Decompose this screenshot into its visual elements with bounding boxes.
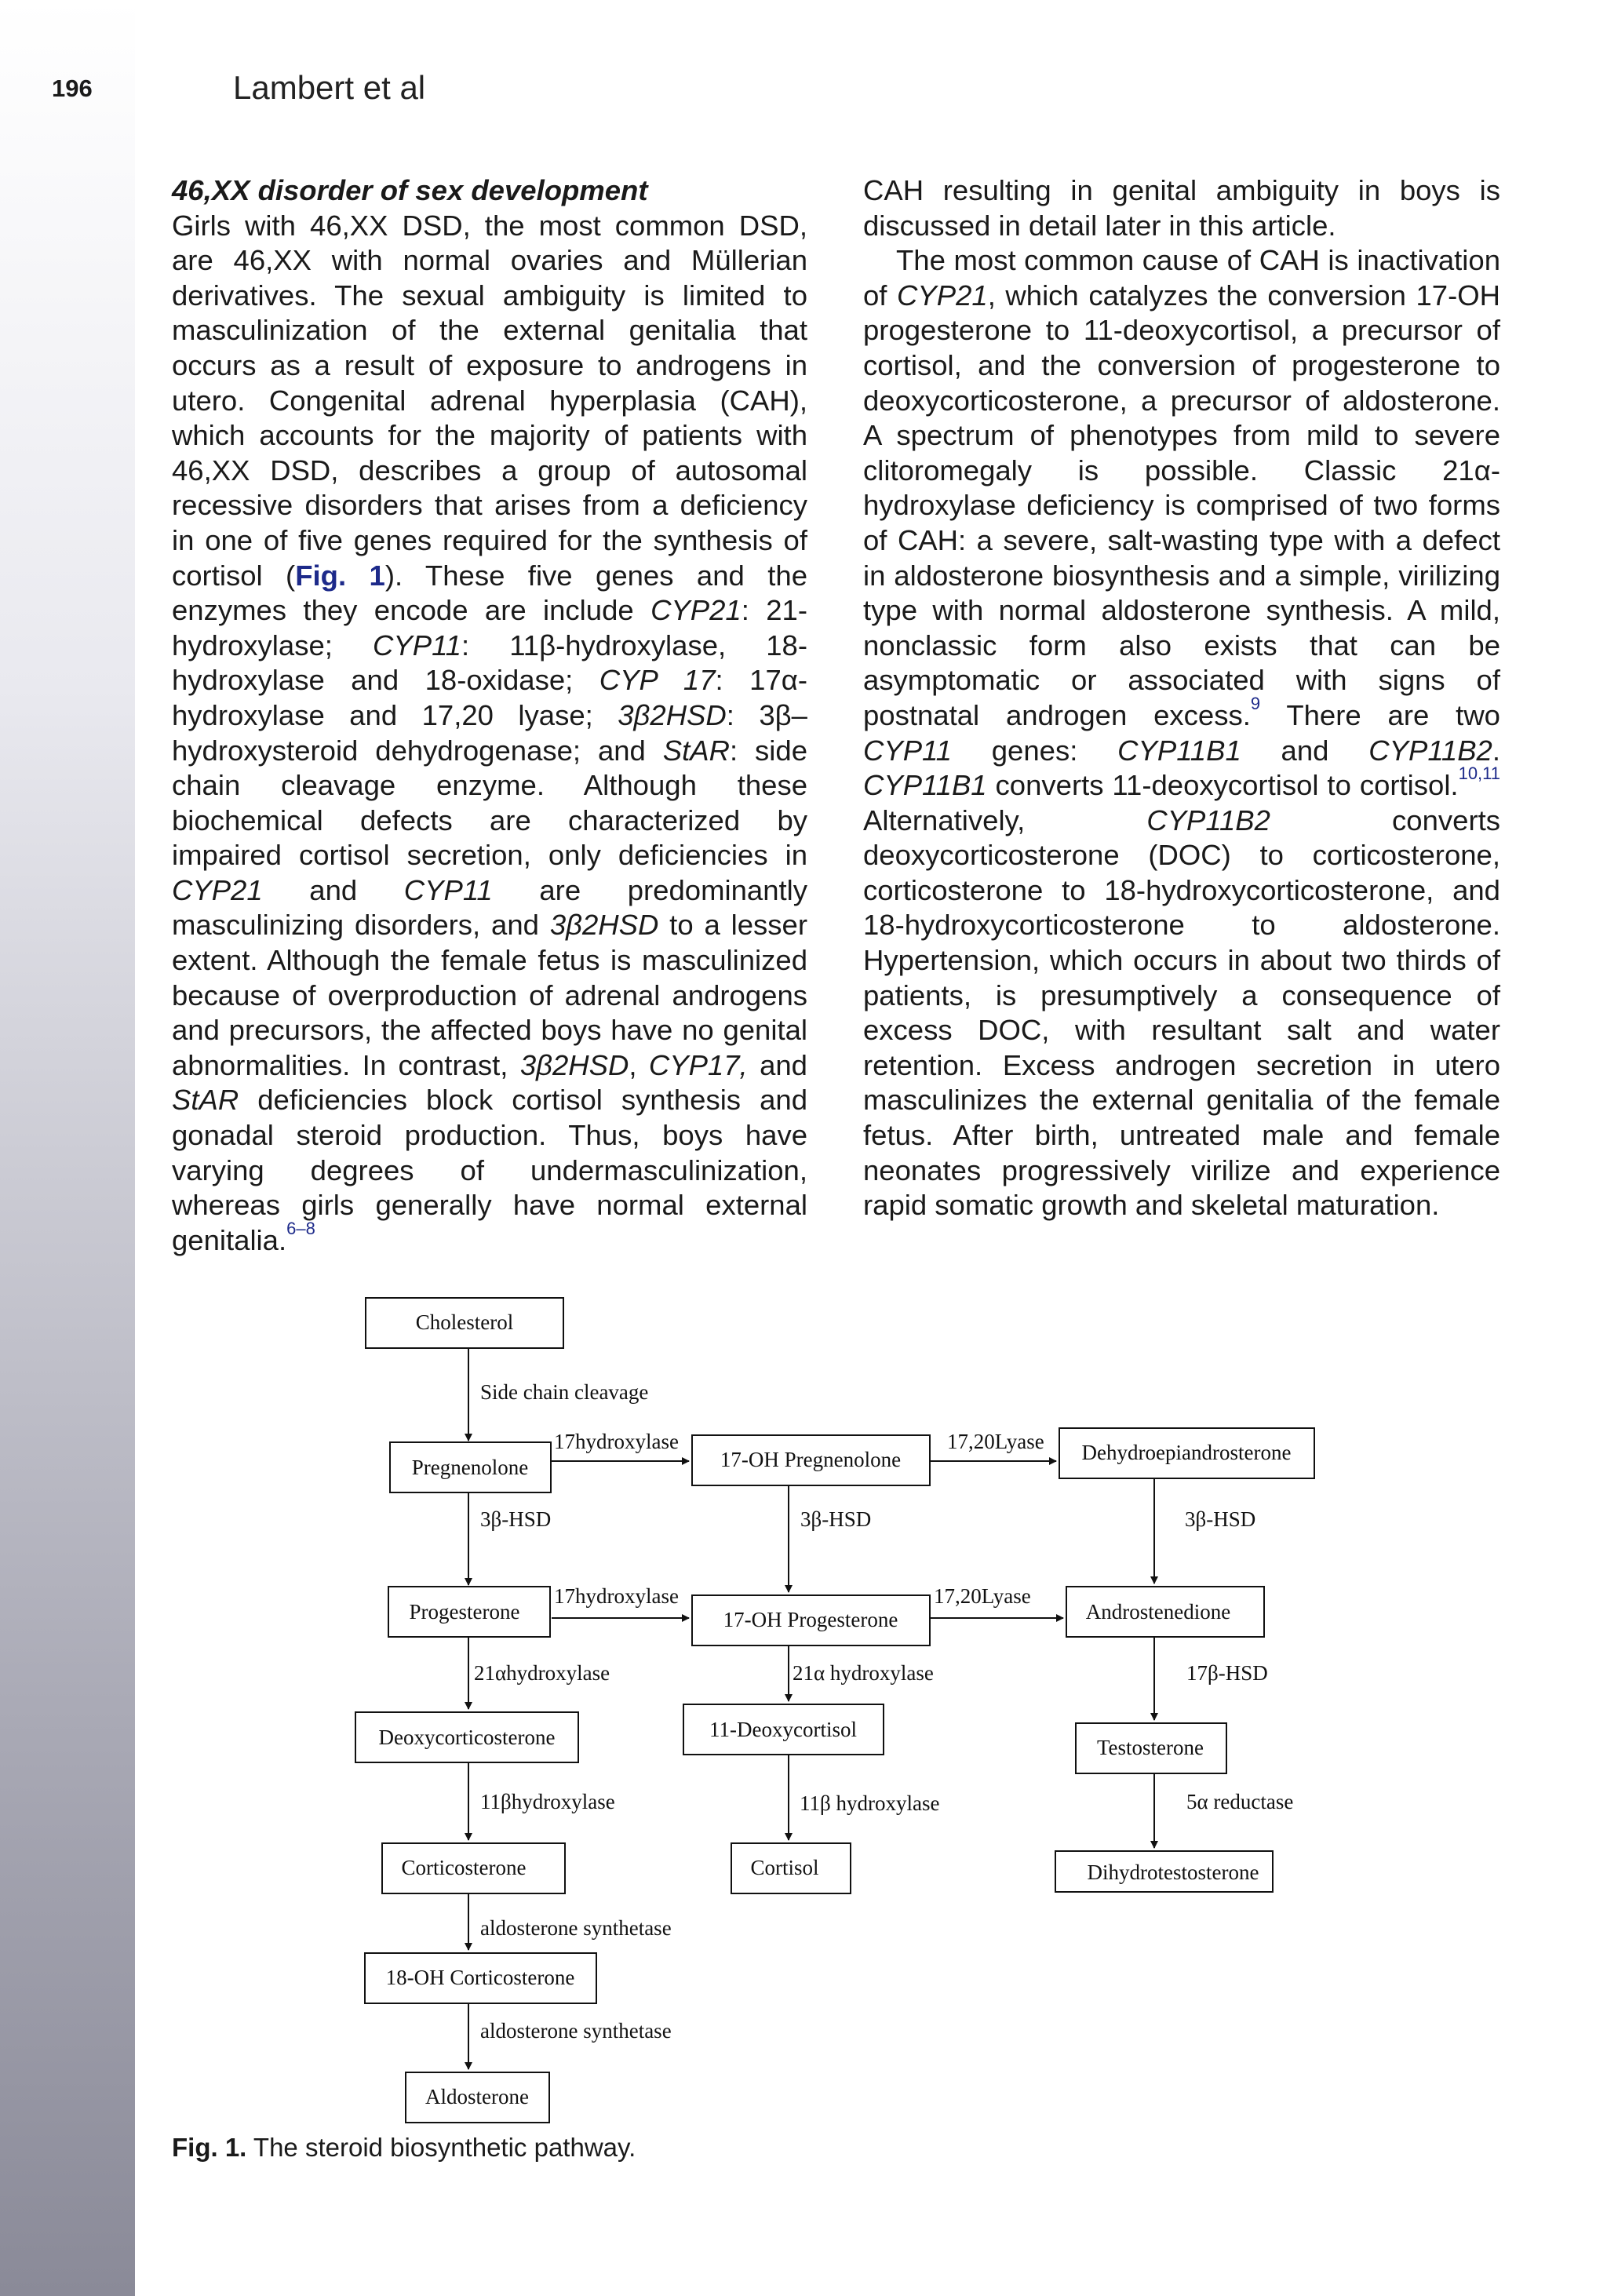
node-label-aldosterone: Aldosterone bbox=[425, 2085, 529, 2108]
node-label-11-deoxycortisol: 11-Deoxycortisol bbox=[709, 1718, 857, 1741]
enzyme-label-3b-hsd: 3β-HSD bbox=[800, 1507, 872, 1531]
page-number: 196 bbox=[52, 75, 93, 102]
enzyme-label-17-20-lyase: 17,20Lyase bbox=[934, 1584, 1031, 1608]
caption-text: The steroid biosynthetic pathway. bbox=[253, 2133, 636, 2162]
node-box-11-deoxycortisol bbox=[683, 1704, 884, 1755]
enzyme-label-3b-hsd: 3β-HSD bbox=[480, 1507, 552, 1531]
node-box-17oh-progesterone bbox=[692, 1595, 930, 1645]
enzyme-label-11b-hydroxylase: 11β hydroxylase bbox=[800, 1791, 940, 1815]
citation-link[interactable]: 6–8 bbox=[286, 1219, 315, 1239]
node-box-testosterone bbox=[1076, 1723, 1226, 1773]
enzyme-label-side-chain-cleavage: Side chain cleavage bbox=[480, 1380, 649, 1404]
node-label-dhea: Dehydroepiandrosterone bbox=[1081, 1441, 1292, 1464]
node-label-corticosterone: Corticosterone bbox=[401, 1856, 527, 1879]
node-label-cholesterol: Cholesterol bbox=[415, 1310, 514, 1334]
node-box-cholesterol bbox=[366, 1298, 563, 1348]
node-label-pregnenolone: Pregnenolone bbox=[411, 1456, 529, 1479]
node-box-androstenedione bbox=[1066, 1587, 1264, 1637]
node-box-deoxycorticosterone bbox=[355, 1712, 578, 1762]
paragraph: Girls with 46,XX DSD, the most common DSD, are 46,XX with normal ovaries and Müllerian derivatives. The sexual ambiguity is limited to masculinization of the external genitalia that occurs as a result of exposure to androgens in utero. Congenital adrenal hyperplasia (CAH), which accounts for the majority of patients with 46,XX DSD, describes a group of autosomal recessive disorders that arises from a deficiency in one of five genes required for the synthesis of cortisol (Fig. 1). These five genes and the enzymes they encode are include CYP21: 21-hydroxylase; CYP11: 11β-hydroxylase, 18-hydroxylase and 18-oxidase; CYP 17: 17α-hydroxylase and 17,20 lyase; 3β2HSD: 3β–hydroxysteroid dehydrogenase; and StAR: side chain cleavage enzyme. Although these biochemical defects are characterized by impaired cortisol secretion, only deficiencies in CYP21 and CYP11 are predominantly masculinizing disorders, and 3β2HSD to a lesser extent. Although the female fetus is masculinized because of overproduction of adrenal androgens and precursors, the affected boys have no genital abnormalities. In contrast, 3β2HSD, CYP17, and StAR deficiencies block cortisol synthesis and gonadal steroid production. Thus, boys have varying degrees of undermasculinization, whereas girls generally have normal external genitalia.$^{6-8}$ bbox=[172, 209, 808, 1256]
citation-link[interactable]: 10,11 bbox=[1458, 764, 1500, 784]
node-label-dihydrotestosterone: Dihydrotestosterone bbox=[1087, 1860, 1259, 1884]
running-head: Lambert et al bbox=[233, 69, 426, 106]
enzyme-label-3b-hsd: 3β-HSD bbox=[1185, 1507, 1256, 1531]
enzyme-label-17-hydroxylase: 17hydroxylase bbox=[554, 1430, 679, 1453]
enzyme-label-5a-reductase: 5α reductase bbox=[1186, 1790, 1294, 1813]
section-title: 46,XX disorder of sex development bbox=[172, 174, 648, 206]
enzyme-label-11b-hydroxylase: 11βhydroxylase bbox=[480, 1790, 615, 1813]
node-label-deoxycorticosterone: Deoxycorticosterone bbox=[378, 1726, 556, 1749]
node-box-aldosterone bbox=[406, 2072, 549, 2123]
enzyme-label-aldosterone-synthetase: aldosterone synthetase bbox=[480, 1916, 672, 1940]
enzyme-label-21a-hydroxylase: 21αhydroxylase bbox=[474, 1661, 610, 1685]
node-label-androstenedione: Androstenedione bbox=[1085, 1600, 1231, 1624]
enzyme-label-aldosterone-synthetase: aldosterone synthetase bbox=[480, 2019, 672, 2043]
enzyme-label-17-20-lyase: 17,20Lyase bbox=[947, 1430, 1044, 1453]
left-column bbox=[172, 173, 807, 1258]
node-box-18oh-corticosterone bbox=[365, 1953, 596, 2003]
right-column bbox=[863, 173, 1500, 1223]
node-label-17oh-progesterone: 17-OH Progesterone bbox=[723, 1608, 898, 1631]
citation-link[interactable]: 9 bbox=[1250, 694, 1261, 714]
enzyme-label-21a-hydroxylase: 21α hydroxylase bbox=[793, 1661, 934, 1685]
node-box-dhea bbox=[1059, 1428, 1314, 1478]
node-box-pregnenolone bbox=[390, 1442, 551, 1492]
figure-reference-link[interactable]: Fig. 1 bbox=[295, 559, 385, 592]
node-box-corticosterone bbox=[382, 1843, 565, 1893]
figure-caption bbox=[172, 2133, 636, 2163]
node-label-18oh-corticosterone: 18-OH Corticosterone bbox=[385, 1966, 575, 1989]
enzyme-label-17b-hsd: 17β-HSD bbox=[1186, 1661, 1268, 1685]
enzyme-label-17-hydroxylase: 17hydroxylase bbox=[554, 1584, 679, 1608]
node-box-17oh-pregnenolone bbox=[692, 1435, 930, 1485]
node-label-cortisol: Cortisol bbox=[750, 1856, 819, 1879]
node-box-cortisol bbox=[731, 1843, 851, 1893]
page-margin-bar bbox=[0, 0, 135, 2296]
node-label-17oh-pregnenolone: 17-OH Pregnenolone bbox=[720, 1448, 902, 1471]
node-label-progesterone: Progesterone bbox=[409, 1600, 520, 1624]
node-box-progesterone bbox=[388, 1587, 550, 1637]
node-label-testosterone: Testosterone bbox=[1096, 1736, 1204, 1759]
caption-label: Fig. 1. bbox=[172, 2133, 247, 2162]
paragraph: CAH resulting in genital ambiguity in boys is discussed in detail later in this article. bbox=[863, 174, 1500, 242]
paragraph: The most common cause of CAH is inactivation of CYP21, which catalyzes the conversion 17-OH progesterone to 11-deoxycortisol, a precursor of cortisol, and the conversion of progesterone to deoxycorticosterone, a precursor of aldosterone. A spectrum of phenotypes from mild to severe clitoromegaly is possible. Classic 21α-hydroxylase deficiency is comprised of two forms of CAH: a severe, salt-wasting type with a defect in aldosterone biosynthesis and a simple, virilizing type with normal aldosterone synthesis. A mild, nonclassic form also exists that can be asymptomatic or associated with signs of postnatal androgen excess.$^9$ There are two CYP11 genes: CYP11B1 and CYP11B2. CYP11B1 converts 11-deoxycortisol to cortisol.$^{10,11}$ Alternatively, CYP11B2 converts deoxycorticosterone (DOC) to corticosterone, corticosterone to 18-hydroxycorticosterone, and 18-hydroxycorticosterone to aldosterone. Hypertension, which occurs in about two thirds of patients, is presumptively a consequence of excess DOC, with resultant salt and water retention. Excess androgen secretion in utero masculinizes the external genitalia of the female fetus. After birth, untreated male and female neonates progressively virilize and experience rapid somatic growth and skeletal maturation. bbox=[863, 244, 1501, 1222]
node-box-dihydrotestosterone bbox=[1055, 1851, 1273, 1892]
